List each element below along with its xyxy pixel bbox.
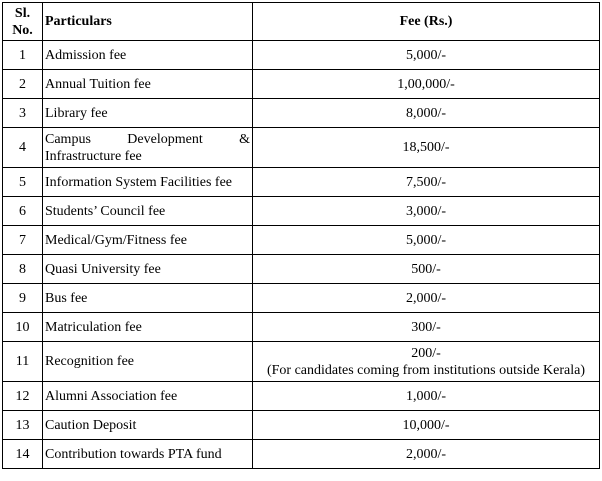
row-sl: 8	[3, 255, 43, 284]
header-particulars: Particulars	[43, 3, 253, 41]
row-particulars: Alumni Association fee	[43, 382, 253, 411]
row-particulars: Medical/Gym/Fitness fee	[43, 226, 253, 255]
row-sl: 9	[3, 284, 43, 313]
row-fee: 1,000/-	[253, 382, 600, 411]
row-fee	[253, 342, 600, 382]
row-sl: 1	[3, 41, 43, 70]
row-sl: 10	[3, 313, 43, 342]
row-fee-note: (For candidates coming from institutions outside Kerala)	[266, 362, 586, 378]
row-particulars-line1: Campus Development &	[45, 131, 250, 147]
row-fee: 7,500/-	[253, 168, 600, 197]
row-sl: 11	[3, 342, 43, 382]
row-fee: 300/-	[253, 313, 600, 342]
table-row	[3, 382, 600, 411]
row-fee: 1,00,000/-	[253, 70, 600, 99]
row-particulars: Annual Tuition fee	[43, 70, 253, 99]
row-sl: 14	[3, 440, 43, 469]
row-fee: 2,000/-	[253, 284, 600, 313]
row-particulars: Caution Deposit	[43, 411, 253, 440]
row-fee: 5,000/-	[253, 226, 600, 255]
row-fee: 10,000/-	[253, 411, 600, 440]
table-row	[3, 70, 600, 99]
table-row	[3, 197, 600, 226]
row-fee: 2,000/-	[253, 440, 600, 469]
header-sl-line2: No.	[12, 22, 33, 38]
row-particulars: Recognition fee	[43, 342, 253, 382]
table-row	[3, 411, 600, 440]
row-fee-amount: 200/-	[411, 345, 441, 361]
row-particulars: Information System Facilities fee	[43, 168, 253, 197]
row-fee: 5,000/-	[253, 41, 600, 70]
header-fee: Fee (Rs.)	[253, 3, 600, 41]
table-row	[3, 226, 600, 255]
row-particulars: Quasi University fee	[43, 255, 253, 284]
header-sl-no	[3, 3, 43, 41]
row-sl: 12	[3, 382, 43, 411]
row-sl: 4	[3, 128, 43, 168]
row-sl: 7	[3, 226, 43, 255]
row-particulars: Admission fee	[43, 41, 253, 70]
table-row	[3, 99, 600, 128]
table-row	[3, 440, 600, 469]
row-particulars: Contribution towards PTA fund	[43, 440, 253, 469]
table-row	[3, 342, 600, 382]
table-row	[3, 128, 600, 168]
fee-table	[2, 2, 600, 469]
row-sl: 3	[3, 99, 43, 128]
row-sl: 5	[3, 168, 43, 197]
row-sl: 2	[3, 70, 43, 99]
row-fee: 500/-	[253, 255, 600, 284]
row-sl: 6	[3, 197, 43, 226]
row-particulars: Students’ Council fee	[43, 197, 253, 226]
table-row	[3, 168, 600, 197]
table-header-row	[3, 3, 600, 41]
table-row	[3, 313, 600, 342]
row-particulars: Matriculation fee	[43, 313, 253, 342]
table-row	[3, 41, 600, 70]
row-sl: 13	[3, 411, 43, 440]
row-particulars	[43, 128, 253, 168]
row-particulars: Bus fee	[43, 284, 253, 313]
row-particulars: Library fee	[43, 99, 253, 128]
row-fee: 18,500/-	[253, 128, 600, 168]
row-particulars-line2: Infrastructure fee	[45, 148, 142, 164]
table-row	[3, 255, 600, 284]
row-fee: 3,000/-	[253, 197, 600, 226]
header-sl-line1: Sl.	[14, 5, 31, 21]
table-row	[3, 284, 600, 313]
row-fee: 8,000/-	[253, 99, 600, 128]
